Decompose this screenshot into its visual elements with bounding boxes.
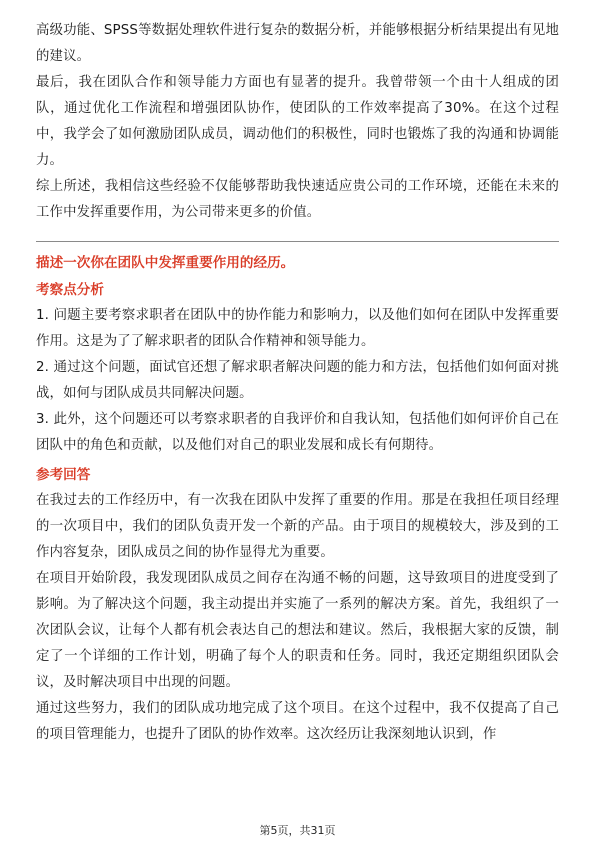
answer-paragraph: 在我过去的工作经历中，有一次我在团队中发挥了重要的作用。那是在我担任项目经理的一次项目中，我们的团队负责开发一个新的产品。由于项目的规模较大，涉及到的工作内容复杂，团队成员之间的协作显得尤为重要。 <box>36 493 559 560</box>
page-number-footer: 第5页，共31页 <box>259 824 336 837</box>
question-heading: 描述一次你在团队中发挥重要作用的经历。 <box>36 255 295 271</box>
answer-paragraph: 在项目开始阶段，我发现团队成员之间存在沟通不畅的问题，这导致项目的进度受到了影响。为了解决这个问题，我主动提出并实施了一系列的解决方案。首先，我组织了一次团队会议，让每个人都有机会表达自己的想法和建议。然后，我根据大家的反馈，制定了一个详细的工作计划，明确了每个人的职责和任务。同时，我还定期组织团队会议，及时解决项目中出现的问题。 <box>36 571 559 690</box>
intro-paragraph: 综上所述，我相信这些经验不仅能够帮助我快速适应贵公司的工作环境，还能在未来的工作中发挥重要作用，为公司带来更多的价值。 <box>36 179 559 220</box>
analysis-heading: 考察点分析 <box>36 282 104 298</box>
section-divider <box>36 241 559 242</box>
analysis-point: 2. 通过这个问题，面试官还想了解求职者解决问题的能力和方法，包括他们如何面对挑战，如何与团队成员共同解决问题。 <box>36 360 559 401</box>
answer-heading: 参考回答 <box>36 467 91 483</box>
intro-paragraph: 最后，我在团队合作和领导能力方面也有显著的提升。我曾带领一个由十人组成的团队，通过优化工作流程和增强团队协作，使团队的工作效率提高了30%。在这个过程中，我学会了如何激励团队成员，调动他们的积极性，同时也锻炼了我的沟通和协调能力。 <box>36 75 559 168</box>
analysis-point: 1. 问题主要考察求职者在团队中的协作能力和影响力，以及他们如何在团队中发挥重要作用。这是为了了解求职者的团队合作精神和领导能力。 <box>36 308 559 349</box>
intro-paragraph: 高级功能、SPSS等数据处理软件进行复杂的数据分析，并能够根据分析结果提出有见地的建议。 <box>36 23 559 64</box>
answer-paragraph: 通过这些努力，我们的团队成功地完成了这个项目。在这个过程中，我不仅提高了自己的项目管理能力，也提升了团队的协作效率。这次经历让我深刻地认识到，作 <box>36 701 559 742</box>
document-page <box>36 18 559 748</box>
analysis-point: 3. 此外，这个问题还可以考察求职者的自我评价和自我认知，包括他们如何评价自己在团队中的角色和贡献，以及他们对自己的职业发展和成长有何期待。 <box>36 412 559 453</box>
